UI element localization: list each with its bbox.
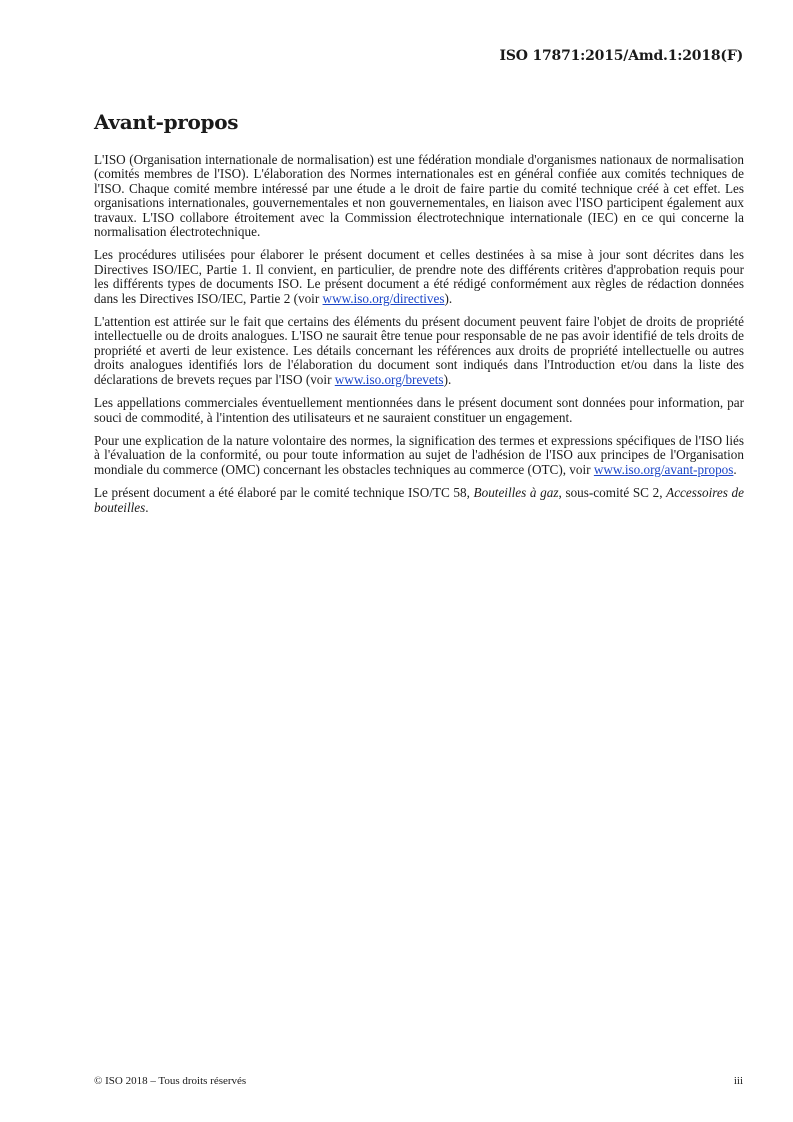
- committee-title: Bouteilles à gaz: [473, 485, 559, 501]
- paragraph-5: [94, 434, 744, 477]
- patents-link[interactable]: www.iso.org/brevets: [334, 371, 444, 387]
- paragraph-2: [94, 248, 744, 306]
- paragraph-3-end: ).: [443, 371, 452, 387]
- paragraph-4: Les appellations commerciales éventuellement mentionnées dans le présent document sont données pour information, par souci de commodité, à l'intention des utilisateurs et ne sauraient constituer un engagement.: [94, 395, 744, 425]
- subcommittee-title: Accessoires de bouteilles: [94, 485, 744, 515]
- foreword-link[interactable]: www.iso.org/avant-propos: [593, 461, 734, 477]
- paragraph-3-text: L'attention est attirée sur le fait que certains des éléments du présent document peuvent faire l'objet de droits de propriété intellectuelle ou de droits analogues. L'ISO ne saurait être tenue pour responsable de ne pas avoir identifié de tels droits de propriété et averti de leur existence. Les détails concernant les références aux droits de propriété intellectuelle ou autres droits analogues identifiés lors de l'élaboration du document sont indiqués dans l'Introduction et/ou dans la liste des déclarations de brevets reçues par l'ISO (voir: [94, 314, 744, 387]
- paragraph-3: [94, 315, 744, 387]
- directives-link[interactable]: www.iso.org/directives: [322, 290, 445, 306]
- page-title: Avant-propos: [94, 110, 239, 134]
- foreword-body: [94, 153, 744, 524]
- paragraph-5-end: .: [733, 461, 737, 477]
- paragraph-6: [94, 486, 744, 515]
- paragraph-2-text: Les procédures utilisées pour élaborer le présent document et celles destinées à sa mise à jour sont décrites dans les Directives ISO/IEC, Partie 1. Il convient, en particulier, de prendre note des différents critères d'approbation requis pour les différents types de documents ISO. Le présent document a été rédigé conformément aux règles de rédaction données dans les Directives ISO/IEC, Partie 2 (voir: [94, 247, 744, 306]
- paragraph-6-text-2: , sous-comité SC 2,: [558, 485, 667, 501]
- paragraph-6-text-1: Le présent document a été élaboré par le comité technique ISO/TC 58,: [94, 485, 474, 501]
- paragraph-6-end: .: [145, 499, 149, 515]
- copyright-footer: © ISO 2018 – Tous droits réservés: [94, 1075, 247, 1087]
- paragraph-5-text: Pour une explication de la nature volontaire des normes, la signification des termes et expressions spécifiques de l'ISO liés à l'évaluation de la conformité, ou pour toute information au sujet de l'adhésion de l'ISO aux principes de l'Organisation mondiale du commerce (OMC) concernant les obstacles techniques au commerce (OTC), voir: [94, 432, 744, 477]
- page-number: iii: [733, 1075, 743, 1087]
- paragraph-1: L'ISO (Organisation internationale de normalisation) est une fédération mondiale d'organismes nationaux de normalisation (comités membres de l'ISO). L'élaboration des Normes internationales est en général confiée aux comités techniques de l'ISO. Chaque comité membre intéressé par une étude a le droit de faire partie du comité technique créé à cet effet. Les organisations internationales, gouvernementales et non gouvernementales, en liaison avec l'ISO participent également aux travaux. L'ISO collabore étroitement avec la Commission électrotechnique internationale (IEC) en ce qui concerne la normalisation électrotechnique.: [94, 152, 744, 240]
- document-id-header: ISO 17871:2015/Amd.1:2018(F): [499, 48, 743, 64]
- paragraph-2-end: ).: [444, 290, 453, 306]
